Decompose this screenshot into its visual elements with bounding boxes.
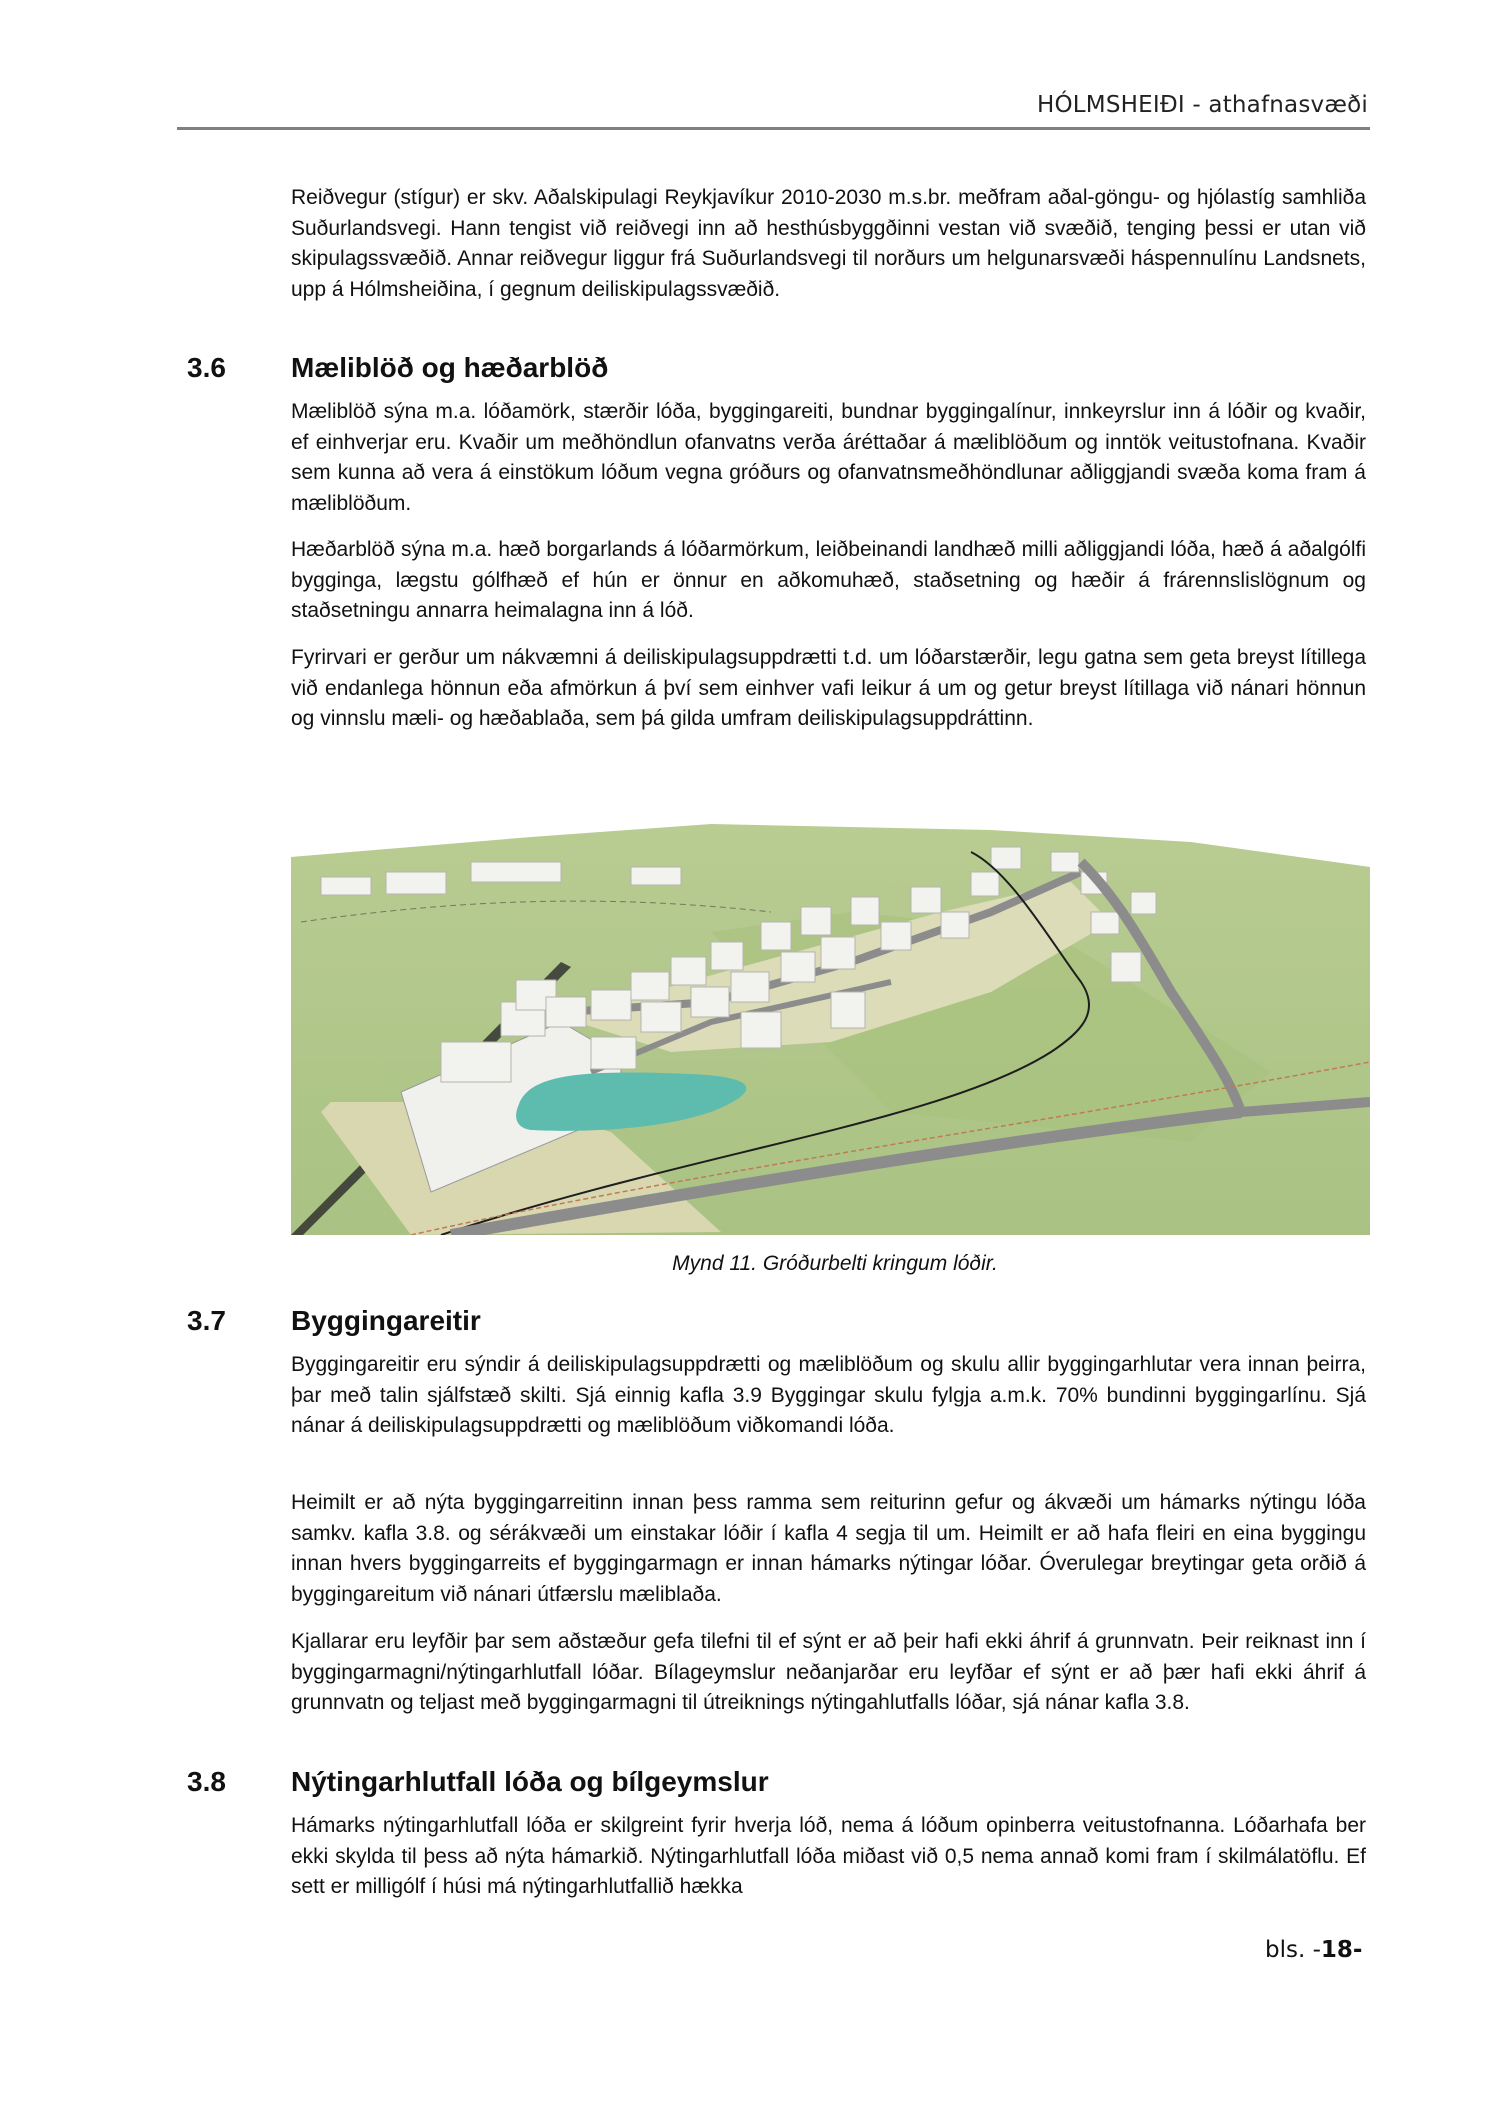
paragraph: Hæðarblöð sýna m.a. hæð borgarlands á lóðarmörkum, leiðbeinandi landhæð milli aðliggjandi lóða, hæð á aðalgólfi bygginga, lægstu gólfhæð ef hún er önnur en aðkomuhæð, staðsetning og hæðir á frárennslislögnum og staðsetningu annarra heimalagna inn á lóð. <box>291 538 1366 622</box>
section-title: Mæliblöð og hæðarblöð <box>291 352 609 383</box>
header-title: HÓLMSHEIÐI - athafnasvæði <box>1037 92 1368 118</box>
figure-rendering <box>291 812 1370 1235</box>
section-number: 3.6 <box>187 352 226 383</box>
page-number <box>1265 1937 1362 1963</box>
site-rendering-image <box>291 812 1370 1235</box>
section-number: 3.7 <box>187 1305 226 1336</box>
section-title: Byggingareitir <box>291 1305 481 1336</box>
page-number-prefix: bls. - <box>1265 1937 1321 1963</box>
page-number-suffix: - <box>1352 1937 1363 1963</box>
header-divider <box>177 127 1370 130</box>
paragraph: Fyrirvari er gerður um nákvæmni á deiliskipulagsuppdrætti t.d. um lóðarstærðir, legu gatna sem geta breyst lítillega við endanlega hönnun eða afmörkun á því sem einhver vafi leikur á um og getur breyst lítillaga við nánari hönnun og vinnslu mæli- og hæðablaða, sem þá gilda umfram deiliskipulagsuppdráttinn. <box>291 646 1366 730</box>
figure-caption: Mynd 11. Gróðurbelti kringum lóðir. <box>672 1252 998 1275</box>
section-heading-3-7 <box>187 1305 481 1337</box>
section-heading-3-6 <box>187 352 608 384</box>
section-number: 3.8 <box>187 1766 226 1797</box>
paragraph: Heimilt er að nýta byggingarreitinn innan þess ramma sem reiturinn gefur og ákvæði um hámarks nýtingu lóða samkv. kafla 3.8. og sérákvæði um einstakar lóðir í kafla 4 segja til um. Heimilt er að hafa fleiri en eina byggingu innan hvers byggingarreits ef byggingarmagn er innan hámarks nýtingar lóðar. Óverulegar breytingar geta orðið á byggingareitum við nánari útfærslu mæliblaða. <box>291 1491 1366 1606</box>
paragraph: Byggingareitir eru sýndir á deiliskipulagsuppdrætti og mæliblöðum og skulu allir byggingarhlutar vera innan þeirra, þar með talin sjálfstæð skilti. Sjá einnig kafla 3.9 Byggingar skulu fylgja a.m.k. 70% bundinni byggingarlínu. Sjá nánar á deiliskipulagsuppdrætti og mæliblöðum viðkomandi lóða. <box>291 1353 1366 1437</box>
section-heading-3-8 <box>187 1766 769 1798</box>
section-title: Nýtingarhlutfall lóða og bílgeymslur <box>291 1766 769 1797</box>
paragraph: Hámarks nýtingarhlutfall lóða er skilgreint fyrir hverja lóð, nema á lóðum opinberra veitustofnanna. Lóðarhafa ber ekki skylda til þess að nýta hámarkið. Nýtingarhlutfall lóða miðast við 0,5 nema annað komi fram í skilmálatöflu. Ef sett er milligólf í húsi má nýtingarhlutfallið hækka <box>291 1814 1366 1898</box>
paragraph: Kjallarar eru leyfðir þar sem aðstæður gefa tilefni til ef sýnt er að þeir hafi ekki áhrif á grunnvatn. Þeir reiknast inn í byggingarmagni/nýtingarhlutfall lóðar. Bílageymslur neðanjarðar eru leyfðar ef sýnt er að þær hafi ekki áhrif á grunnvatn og teljast með byggingarmagni til útreiknings nýtingahlutfalls lóðar, sjá nánar kafla 3.8. <box>291 1630 1366 1714</box>
paragraph: Mæliblöð sýna m.a. lóðamörk, stærðir lóða, byggingareiti, bundnar byggingalínur, innkeyrslur inn á lóðir og kvaðir, ef einhverjar eru. Kvaðir um meðhöndlun ofanvatns verða áréttaðar á mæliblöðum og inntök veitustofnana. Kvaðir sem kunna að vera á einstökum lóðum vegna gróðurs og ofanvatnsmeðhöndlunar aðliggjandi svæða koma fram á mæliblöðum. <box>291 400 1366 515</box>
page-number-value: 18 <box>1320 1937 1353 1963</box>
intro-paragraph: Reiðvegur (stígur) er skv. Aðalskipulagi Reykjavíkur 2010-2030 m.s.br. meðfram aðal-göngu- og hjólastíg samhliða Suðurlandsvegi. Hann tengist við reiðvegi inn að hesthúsbyggðinni vestan við svæðið, tenging þessi er utan við skipulagssvæðið. Annar reiðvegur liggur frá Suðurlandsvegi til norðurs um helgunarsvæði háspennulínu Landsnets, upp á Hólmsheiðina, í gegnum deiliskipulagssvæðið. <box>291 186 1366 301</box>
